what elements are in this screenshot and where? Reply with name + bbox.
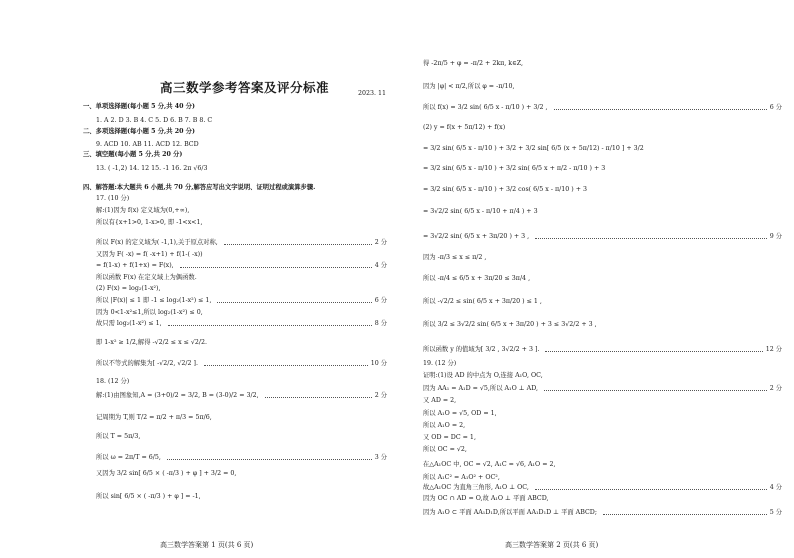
leader-dots — [544, 390, 767, 391]
text-line: = 3/2 sin( 6/5 x - π/10 ) + 3/2 sin( 6/5 x + π/2 - π/10 ) + 3 — [423, 165, 606, 172]
leader-dots — [535, 238, 767, 239]
text-line: 一、单项选择题(每小题 5 分,共 40 分) — [83, 103, 195, 110]
text-line: 因为 |φ| < π/2,所以 φ = -π/10, — [423, 83, 515, 90]
text-line: (2) y = f(x + 5π/12) + f(x) — [423, 124, 506, 131]
leader-dots — [224, 244, 372, 245]
text-line: (2) F(x) = log₂(1-x²), — [96, 285, 161, 292]
score-mark: 5 分 — [769, 509, 782, 516]
leader-dots — [265, 397, 372, 398]
score-mark: 8 分 — [374, 320, 387, 327]
text-line: 所以 -π/4 ≤ 6/5 x + 3π/20 ≤ 3π/4 , — [423, 275, 531, 282]
score-mark: 10 分 — [370, 360, 387, 367]
text-line: 19. (12 分) — [423, 360, 457, 367]
page-footer: 高三数学答案第 1 页(共 6 页) — [160, 541, 254, 549]
text-line: = 3/2 sin( 6/5 x - π/10 ) + 3/2 + 3/2 sin[ 6/5 (x + 5π/12) - π/10 ] + 3/2 — [423, 145, 644, 152]
text-line: 所以不等式的解集为[ -√2/2, √2/2 ]. — [96, 360, 199, 367]
text-line: 18. (12 分) — [96, 378, 130, 385]
text-line: 因为 OC ∩ AD = O,故 A₁O ⊥ 平面 ABCD, — [423, 495, 549, 502]
text-line: 9. ACD 10. AB 11. ACD 12. BCD — [96, 141, 199, 148]
leader-dots — [545, 351, 762, 352]
score-mark: 6 分 — [769, 104, 782, 111]
score-mark: 6 分 — [374, 297, 387, 304]
leader-dots — [168, 325, 372, 326]
text-line: 所以 ω = 2π/T = 6/5, — [96, 454, 161, 461]
text-line: 因为 AA₁ = A₁D = √5,所以 A₁O ⊥ AD, — [423, 385, 539, 392]
leader-dots — [167, 459, 372, 460]
score-mark: 12 分 — [765, 346, 782, 353]
leader-dots — [204, 365, 368, 366]
text-line: 三、填空题(每小题 5 分,共 20 分) — [83, 151, 183, 158]
text-line: 所以 OC = √2, — [423, 446, 467, 453]
text-line: 所以 A₁O = √5, OD = 1, — [423, 410, 497, 417]
text-line: 所以 |F(x)| ≤ 1 即 -1 ≤ log₂(1-x²) ≤ 1, — [96, 297, 212, 304]
text-line: = 3√2/2 sin( 6/5 x - π/10 + π/4 ) + 3 — [423, 208, 538, 215]
text-line: 又 OD = DC = 1, — [423, 434, 476, 441]
text-line: 所以函数 F(x) 在定义域上为偶函数. — [96, 274, 197, 281]
text-line: 所以函数 y 的值域为[ 3/2 , 3√2/2 + 3 ]. — [423, 346, 540, 353]
text-line: 因为 A₁O ⊂ 平面 AA₁D₁D,所以平面 AA₁D₁D ⊥ 平面 ABCD; — [423, 509, 597, 516]
text-line: 又 AD = 2, — [423, 397, 457, 404]
text-line: 所以 3/2 ≤ 3√2/2 sin( 6/5 x + 3π/20 ) + 3 ≤ 3√2/2 + 3 , — [423, 321, 597, 328]
text-line: 13. ( -1,2) 14. 12 15. -1 16. 2π √6/3 — [96, 165, 208, 172]
page-footer: 高三数学答案第 2 页(共 6 页) — [505, 541, 599, 549]
text-line: 故△A₁OC 为直角三角形, A₁O ⊥ OC, — [423, 484, 529, 491]
text-line: 即 1-x² ≥ 1/2,解得 -√2/2 ≤ x ≤ √2/2. — [96, 339, 208, 346]
leader-dots — [535, 489, 767, 490]
text-line: 所以 F(x) 的定义域为( -1,1),关于原点对称, — [96, 239, 218, 246]
text-line: 所以 sin[ 6/5 × ( -π/3 ) + φ ] = -1, — [96, 493, 201, 500]
text-line: 又因为 3/2 sin[ 6/5 × ( -π/3 ) + φ ] + 3/2 = 0, — [96, 470, 237, 477]
text-line: 所以 A₁O = 2, — [423, 422, 466, 429]
page-title: 高三数学参考答案及评分标准 — [160, 80, 330, 95]
text-line: 记周期为 T,则 T/2 = π/2 + π/3 = 5π/6, — [96, 414, 212, 421]
text-line: 四、解答题:本大题共 6 小题,共 70 分,解答应写出文字说明、证明过程或演算步骤. — [83, 184, 316, 191]
text-line: = 3√2/2 sin( 6/5 x + 3π/20 ) + 3 , — [423, 233, 530, 240]
score-mark: 3 分 — [374, 454, 387, 461]
text-line: 故只需 log₂(1-x²) ≤ 1, — [96, 320, 162, 327]
leader-dots — [180, 267, 372, 268]
score-mark: 4 分 — [374, 262, 387, 269]
text-line: 解:(1)因为 f(x) 定义域为(0,+∞), — [96, 207, 190, 214]
text-line: 因为 -π/3 ≤ x ≤ π/2 , — [423, 254, 487, 261]
text-line: 1. A 2. D 3. B 4. C 5. D 6. B 7. B 8. C — [96, 117, 213, 124]
text-line: 得 -2π/5 + φ = -π/2 + 2kπ, k∈Z, — [423, 60, 524, 67]
score-mark: 2 分 — [374, 392, 387, 399]
text-line: 所以 f(x) = 3/2 sin( 6/5 x - π/10 ) + 3/2 , — [423, 104, 548, 111]
text-line: 解:(1)由图象知,A = (3+0)/2 = 3/2, B = (3-0)/2 = 3/2, — [96, 392, 259, 399]
text-line: 因为 0<1-x²≤1,所以 log₂(1-x²) ≤ 0, — [96, 309, 203, 316]
score-mark: 9 分 — [769, 233, 782, 240]
text-line: 二、多项选择题(每小题 5 分,共 20 分) — [83, 128, 195, 135]
text-line: 又因为 F( -x) = f( -x+1) + f(1-( -x)) — [96, 251, 203, 258]
text-line: = 3/2 sin( 6/5 x - π/10 ) + 3/2 cos( 6/5 x - π/10 ) + 3 — [423, 186, 587, 193]
score-mark: 2 分 — [769, 385, 782, 392]
text-line: 17. (10 分) — [96, 195, 130, 202]
text-line: 所以 A₁C² = A₁O² + OC², — [423, 474, 500, 481]
score-mark: 2 分 — [374, 239, 387, 246]
text-line: 所以 -√2/2 ≤ sin( 6/5 x + 3π/20 ) ≤ 1 , — [423, 298, 542, 305]
text-line: = f(1-x) + f(1+x) = F(x), — [96, 262, 174, 269]
leader-dots — [217, 302, 371, 303]
page-date: 2023. 11 — [358, 90, 387, 97]
text-line: 在△A₁OC 中, OC = √2, A₁C = √6, A₁O = 2, — [423, 461, 556, 468]
leader-dots — [554, 109, 767, 110]
score-mark: 4 分 — [769, 484, 782, 491]
leader-dots — [603, 514, 767, 515]
text-line: 所以有{x+1>0, 1-x>0, 即 -1<x<1, — [96, 219, 203, 226]
text-line: 证明:(1)设 AD 的中点为 O,连接 A₁O, OC, — [423, 372, 543, 379]
text-line: 所以 T = 5π/3, — [96, 433, 141, 440]
